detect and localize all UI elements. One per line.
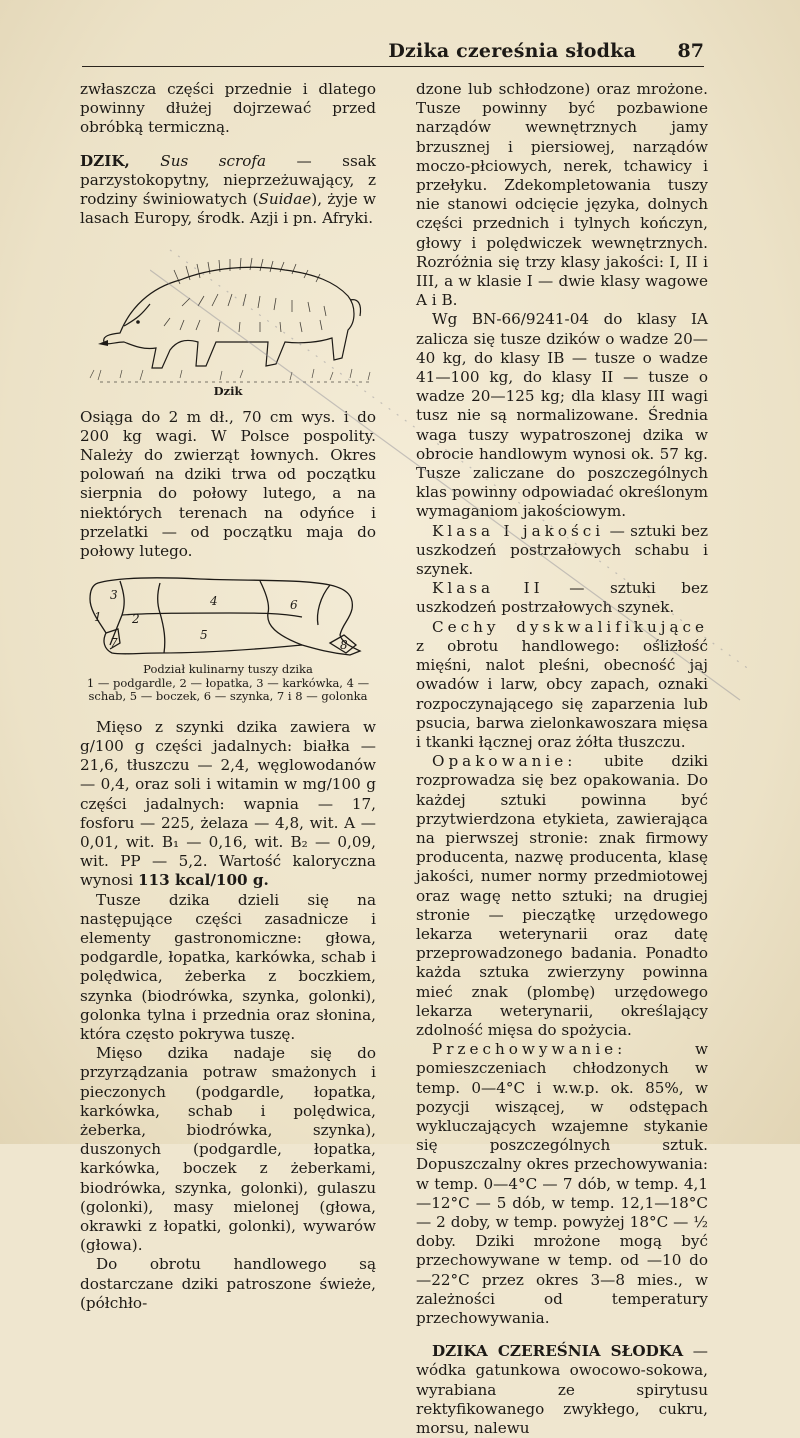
running-header [82,40,704,67]
class-1-text: — sztuki bez uszkodzeń postrzałowych schabu i szynek. [416,521,709,579]
page-number: 87 [677,40,704,62]
entry-headword-czeresnia: DZIKA CZEREŚNIA SŁODKA [432,1342,684,1361]
class-2-label: Klasa II [432,579,544,598]
cut-label-7: 7 [110,636,118,651]
latin-name: Sus scrofa [160,151,267,170]
entry-text-a: — ssak parzystokopytny, nieprzeżuwający, z rodziny świniowatych ( [80,151,376,209]
cut-label-4: 4 [210,594,218,609]
paragraph-disqualifying [416,618,708,752]
paragraph-class-2 [416,579,708,617]
family-name: Suidae [258,190,312,209]
spacer [416,1328,708,1342]
class-1-label: Klasa I jakości [432,521,605,540]
paragraph-carcass: dzone lub schłodzone) oraz mrożone. Tusze powinny być pozbawione narządów wewnętrznych jamy brzusznej i piersiowej, narządów moczo-płciowych, nerek, tchawicy i przełyku. Zdekompletowania tuszy nie stanowi odcięcie języka, dolnych części przednich i tylnych kończyn, głowy i polędwiczek wewnętrznych. Rozróżnia się trzy klasy jakości: I, II i III, a w klasie I — dwie klasy wagowe A i B. [416,80,708,310]
storage-text: w pomieszczeniach chłodzonych w temp. 0—4°C i w.w.p. ok. 85%, w pozycji wiszącej, w odstępach wykluczających wzajemne stykanie się poszczególnych sztuk. Dopuszczalny okres przechowywania: w temp. 0—4°C — 7 dób, w temp. 4,1—12°C — 5 dób, w temp. 12,1—18°C — 2 doby, w temp. powyżej 18°C — ½ doby. Dziki mrożone mogą być przechowywane w temp. od —10 do —22°C przez okres 3—8 mies., w zależności od temperatury przechowywania. [416,1040,708,1327]
calorie-value: 113 kcal/100 g. [137,871,269,890]
disqualifying-label: Cechy dyskwalifikujące [432,617,708,636]
left-column [80,80,376,1313]
nutrition-text: Mięso z szynki dzika zawiera w g/100 g części jadalnych: białka — 21,6, tłuszczu — 2,4, węglowodanów — 0,4, oraz soli i witamin w mg/100 g części jadalnych: wapnia — 17, fosforu — 225, żelaza — 4,8, wit. A — 0,01, wit. B₁ — 0,16, wit. B₂ — 0,09, wit. PP — 5,2. Wartość kaloryczna wynosi [80,717,376,890]
storage-label: Przechowywanie: [432,1040,627,1059]
cuts-caption-title: Podział kulinarny tuszy dzika [143,662,313,677]
paragraph-trade: Do obrotu handlowego są dostarczane dziki patroszone świeże, (półchło- [80,1255,376,1312]
paragraph-classes: Wg BN-66/9241-04 do klasy IA zalicza się tusze dzików o wadze 20—40 kg, do klasy IB — tusze o wadze 41—100 kg, do klasy II — tusze o wadze 20—125 kg; dla klasy III wagi tusz nie są normalizowane. Średnia waga tuszy wypatroszonej dzika w obrocie handlowym wynosi ok. 57 kg. Tusze zaliczane do poszczególnych klas powinny odpowiadać określonym wymaganiom jakościowym. [416,310,708,521]
spacer [80,138,376,152]
paragraph-nutrition [80,718,376,891]
cut-label-3: 3 [110,588,118,603]
right-column [416,80,708,1438]
carcass-cuts-diagram [80,573,376,657]
boar-drawing [80,238,376,388]
cuts-drawing [80,573,376,657]
entry-text-czeresnia: — wódka gatunkowa owocowo-sokowa, wyrabiana ze spirytusu rektyfikowanego zwykłego, cukru, morsu, nalewu [416,1342,708,1438]
paragraph-class-1 [416,522,708,580]
paragraph-cooking: Mięso dzika nadaje się do przyrządzania potraw smażonych i pieczonych (podgardle, łopatka, karkówka, schab i polędwica, żeberka, biodrówka, szynka), duszonych (podgardle, łopatka, karkówka, boczek z żeberkami, biodrówka, szynka, golonki), gulaszu (golonki), masy mielonej (głowa, okrawki z łopatki, golonki), wywarów (głowa). [80,1044,376,1255]
paragraph-size: Osiąga do 2 m dł., 70 cm wys. i do 200 kg wagi. W Polsce pospolity. Należy do zwierząt łownych. Okres polowań na dziki trwa od początku sierpnia do połowy lutego, a na niektórych terenach na odyńce i przelatki — od początku maja do połowy lutego. [80,407,376,561]
class-2-text: — sztuki bez uszkodzeń postrzałowych szynek. [416,579,708,617]
cut-label-2: 2 [132,612,140,627]
cut-label-5: 5 [200,628,208,643]
figure-caption-boar: Dzik [213,384,243,399]
paragraph-parts: Tusze dzika dzieli się na następujące części zasadnicze i elementy gastronomiczne: głowa, podgardle, łopatka, karkówka, schab i polędwica, żeberka z boczkiem, szynka (biodrówka, szynka, golonki), golonka tylna i przednia oraz słonina, która często pokrywa tuszę. [80,890,376,1043]
entry-dzik [80,152,376,229]
cuts-caption-body: 1 — podgardle, 2 — łopatka, 3 — karkówka, 4 — schab, 5 — boczek, 6 — szynka, 7 i 8 — golonka [86,675,370,704]
boar-illustration [80,238,376,388]
paragraph-continuation: zwłaszcza części przednie i dlatego powinny dłużej dojrzewać przed obróbką termiczną. [80,80,376,137]
cut-label-8: 8 [340,638,348,653]
packaging-text: ubite dziki rozprowadza się bez opakowania. Do każdej sztuki powinna być przytwierdzona etykieta, zawierająca na pierwszej stronie: znak firmowy producenta, nazwę producenta, klasę jakości, numer normy przedmiotowej oraz wagę netto sztuki; na drugiej stronie — pieczątkę urzędowego lekarza weterynarii oraz datę przeprowadzonego badania. Ponadto każda sztuka zwierzyny powinna mieć znak (plombę) urzędowego lekarza weterynarii, określający zdolność mięsa do spożycia. [416,752,708,1039]
entry-dzika-czeresnia [416,1342,708,1438]
paragraph-packaging [416,752,708,1040]
disqualifying-text: z obrotu handlowego: oślizłość mięśni, nalot pleśni, obecność jaj owadów i larw, obcy zapach, oznaki rozpoczynającego się zaparzenia lub psucia, barwa zielonkawoszara mięsa i tkanki łącznej oraz żółta tłuszczu. [416,636,708,751]
cut-label-6: 6 [290,598,298,613]
figure-caption-cuts [80,663,376,704]
packaging-label: Opakowanie: [432,752,577,771]
cut-label-1: 1 [94,610,102,625]
header-title: Dzika czereśnia słodka [388,40,636,62]
entry-text-b: ), żyje w lasach Europy, środk. Azji i pn. Afryki. [80,190,377,228]
entry-headword: DZIK, [80,151,130,170]
paragraph-storage [416,1040,708,1328]
